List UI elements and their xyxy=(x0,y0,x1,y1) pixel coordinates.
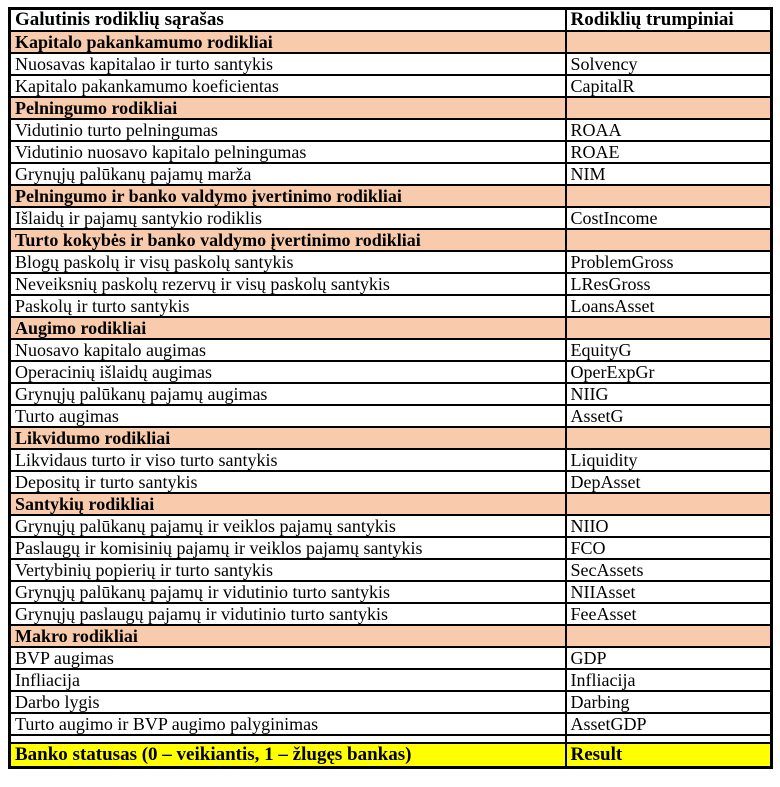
indicator-abbr-cell: DepAsset xyxy=(566,471,772,493)
table-row xyxy=(10,603,772,625)
table-row xyxy=(10,647,772,669)
table-row xyxy=(10,141,772,163)
indicator-name-cell: Grynųjų palūkanų pajamų ir veiklos pajamų santykis xyxy=(10,515,566,537)
table-row xyxy=(10,273,772,295)
table-row xyxy=(10,339,772,361)
table-row xyxy=(10,251,772,273)
indicator-name-cell: Turto kokybės ir banko valdymo įvertinimo rodikliai xyxy=(10,229,566,251)
section-row xyxy=(10,97,772,119)
section-row xyxy=(10,625,772,647)
indicator-abbr-cell: ROAE xyxy=(566,141,772,163)
indicator-abbr-cell: GDP xyxy=(566,647,772,669)
indicator-name-cell: Santykių rodikliai xyxy=(10,493,566,515)
table-body xyxy=(10,31,772,768)
indicator-name-cell: Kapitalo pakankamumo koeficientas xyxy=(10,75,566,97)
indicator-name-cell: Grynųjų paslaugų pajamų ir vidutinio turto santykis xyxy=(10,603,566,625)
table-row xyxy=(10,163,772,185)
indicator-abbr-cell: EquityG xyxy=(566,339,772,361)
table-row xyxy=(10,581,772,603)
table-row xyxy=(10,295,772,317)
table-row xyxy=(10,383,772,405)
indicator-name-cell: Likvidumo rodikliai xyxy=(10,427,566,449)
table-row xyxy=(10,669,772,691)
indicator-abbr-cell xyxy=(566,31,772,53)
indicator-abbr-cell: Liquidity xyxy=(566,449,772,471)
indicator-name-cell: Vidutinio turto pelningumas xyxy=(10,119,566,141)
header-cell-abbreviations: Rodiklių trumpiniai xyxy=(566,9,772,32)
indicator-abbr-cell: Solvency xyxy=(566,53,772,75)
indicator-name-cell: Makro rodikliai xyxy=(10,625,566,647)
indicator-abbr-cell xyxy=(566,493,772,515)
section-row xyxy=(10,317,772,339)
indicator-abbr-cell: NIIO xyxy=(566,515,772,537)
indicator-name-cell: Vertybinių popierių ir turto santykis xyxy=(10,559,566,581)
indicator-abbr-cell: LResGross xyxy=(566,273,772,295)
indicators-table xyxy=(8,7,773,769)
indicator-abbr-cell: FCO xyxy=(566,537,772,559)
result-row xyxy=(10,743,772,768)
table-row xyxy=(10,537,772,559)
indicator-abbr-cell xyxy=(566,427,772,449)
indicator-abbr-cell: Result xyxy=(566,743,772,768)
table-row xyxy=(10,471,772,493)
indicator-abbr-cell xyxy=(566,97,772,119)
indicator-abbr-cell: FeeAsset xyxy=(566,603,772,625)
section-row xyxy=(10,493,772,515)
indicator-abbr-cell xyxy=(566,185,772,207)
indicator-name-cell: Kapitalo pakankamumo rodikliai xyxy=(10,31,566,53)
table-row xyxy=(10,119,772,141)
indicator-abbr-cell: ProblemGross xyxy=(566,251,772,273)
indicator-name-cell: Darbo lygis xyxy=(10,691,566,713)
indicator-abbr-cell: OperExpGr xyxy=(566,361,772,383)
indicator-abbr-cell xyxy=(566,735,772,743)
section-row xyxy=(10,31,772,53)
table-row xyxy=(10,53,772,75)
indicator-name-cell: Nuosavo kapitalo augimas xyxy=(10,339,566,361)
indicator-name-cell: Paslaugų ir komisinių pajamų ir veiklos pajamų santykis xyxy=(10,537,566,559)
table-row xyxy=(10,559,772,581)
header-row xyxy=(10,9,772,32)
indicator-name-cell: Turto augimas xyxy=(10,405,566,427)
indicator-name-cell: Nuosavas kapitalao ir turto santykis xyxy=(10,53,566,75)
indicator-abbr-cell: CapitalR xyxy=(566,75,772,97)
indicator-name-cell: Grynųjų palūkanų pajamų marža xyxy=(10,163,566,185)
section-row xyxy=(10,427,772,449)
indicator-abbr-cell: ROAA xyxy=(566,119,772,141)
indicator-abbr-cell: NIM xyxy=(566,163,772,185)
table-row xyxy=(10,405,772,427)
indicator-abbr-cell xyxy=(566,625,772,647)
indicator-abbr-cell: NIIG xyxy=(566,383,772,405)
indicator-name-cell: Grynųjų palūkanų pajamų ir vidutinio turto santykis xyxy=(10,581,566,603)
spacer-row xyxy=(10,735,772,743)
header-cell-indicator-list: Galutinis rodiklių sąrašas xyxy=(10,9,566,32)
indicator-abbr-cell: Infliacija xyxy=(566,669,772,691)
indicator-name-cell: Grynųjų palūkanų pajamų augimas xyxy=(10,383,566,405)
section-row xyxy=(10,229,772,251)
indicator-abbr-cell: CostIncome xyxy=(566,207,772,229)
indicator-abbr-cell: SecAssets xyxy=(566,559,772,581)
indicator-name-cell: Neveiksnių paskolų rezervų ir visų paskolų santykis xyxy=(10,273,566,295)
indicator-name-cell: Infliacija xyxy=(10,669,566,691)
table-row xyxy=(10,449,772,471)
table-row xyxy=(10,75,772,97)
indicator-name-cell: Operacinių išlaidų augimas xyxy=(10,361,566,383)
indicator-abbr-cell xyxy=(566,229,772,251)
indicator-abbr-cell: LoansAsset xyxy=(566,295,772,317)
table-row xyxy=(10,515,772,537)
indicator-name-cell: Depositų ir turto santykis xyxy=(10,471,566,493)
indicator-name-cell xyxy=(10,735,566,743)
section-row xyxy=(10,185,772,207)
indicator-abbr-cell: NIIAsset xyxy=(566,581,772,603)
indicator-name-cell: Blogų paskolų ir visų paskolų santykis xyxy=(10,251,566,273)
table-row xyxy=(10,361,772,383)
indicator-abbr-cell: Darbing xyxy=(566,691,772,713)
indicator-abbr-cell: AssetG xyxy=(566,405,772,427)
indicator-name-cell: Banko statusas (0 – veikiantis, 1 – žlugęs bankas) xyxy=(10,743,566,768)
indicator-name-cell: Paskolų ir turto santykis xyxy=(10,295,566,317)
indicator-abbr-cell: AssetGDP xyxy=(566,713,772,735)
indicator-name-cell: Vidutinio nuosavo kapitalo pelningumas xyxy=(10,141,566,163)
table-row xyxy=(10,207,772,229)
indicator-name-cell: Likvidaus turto ir viso turto santykis xyxy=(10,449,566,471)
indicator-abbr-cell xyxy=(566,317,772,339)
indicator-name-cell: Pelningumo ir banko valdymo įvertinimo rodikliai xyxy=(10,185,566,207)
indicator-name-cell: Pelningumo rodikliai xyxy=(10,97,566,119)
table-row xyxy=(10,713,772,735)
indicator-name-cell: Turto augimo ir BVP augimo palyginimas xyxy=(10,713,566,735)
table-row xyxy=(10,691,772,713)
indicator-name-cell: Augimo rodikliai xyxy=(10,317,566,339)
indicator-name-cell: BVP augimas xyxy=(10,647,566,669)
indicator-name-cell: Išlaidų ir pajamų santykio rodiklis xyxy=(10,207,566,229)
